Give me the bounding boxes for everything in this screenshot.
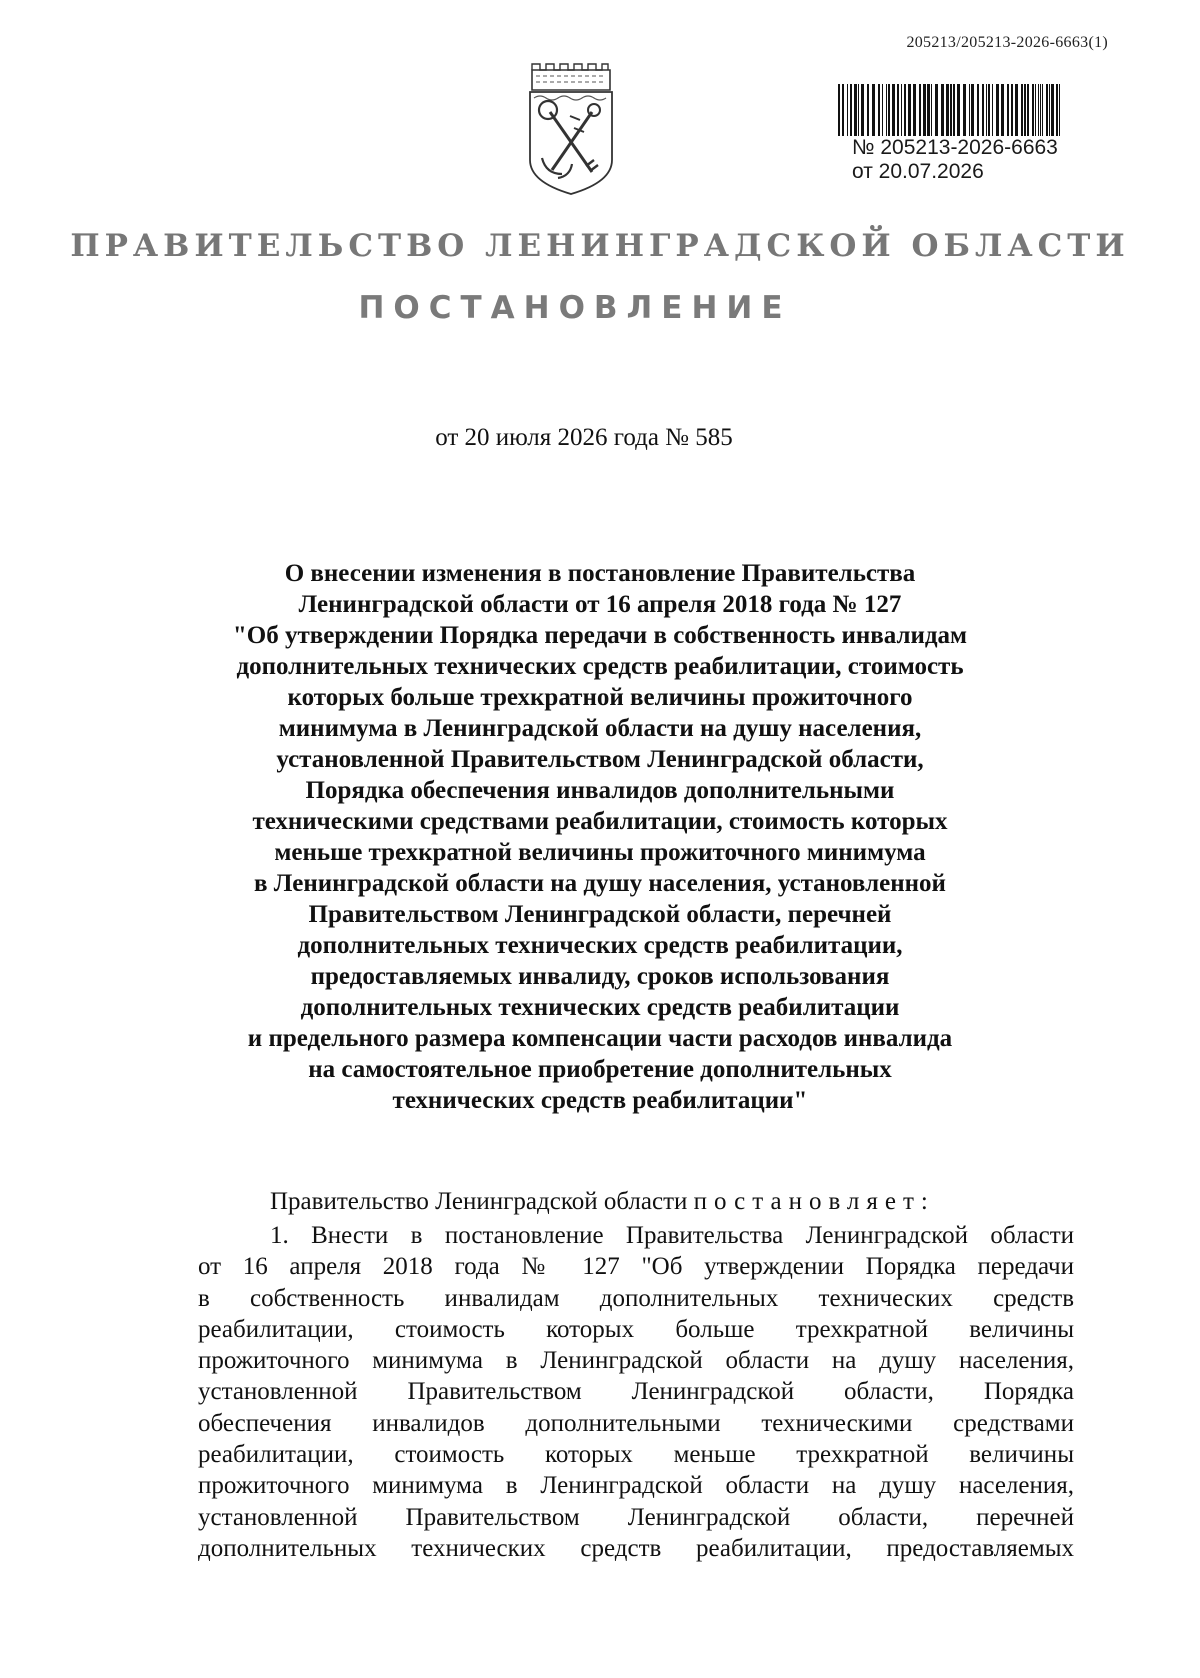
barcode-bar — [897, 84, 899, 136]
barcode-bar — [1032, 84, 1034, 136]
subject-line: дополнительных технических средств реабилитации, — [297, 932, 903, 959]
body-line: прожиточного минимума в Ленинградской области на душу населения, — [198, 1472, 1074, 1500]
barcode-bar — [957, 84, 960, 136]
registration-stamp — [852, 136, 1058, 184]
document-type-heading: ПОСТАНОВЛЕНИЕ — [358, 290, 792, 326]
barcode-bar — [1011, 84, 1013, 136]
barcode-bar — [982, 84, 984, 136]
registration-date: от 20.07.2026 — [852, 160, 984, 183]
preamble-verb: постановляет: — [693, 1188, 935, 1215]
subject-line: минимума в Ленинградской области на душу населения, — [278, 715, 922, 742]
barcode-bar — [882, 84, 883, 136]
body-paragraph — [198, 1220, 1074, 1564]
government-title: ПРАВИТЕЛЬСТВО ЛЕНИНГРАДСКОЙ ОБЛАСТИ — [70, 228, 1130, 264]
barcode-bar — [872, 84, 875, 136]
subject-line: предоставляемых инвалиду, сроков использования — [310, 963, 890, 990]
barcode-bar — [1049, 84, 1050, 136]
body-line: от 16 апреля 2018 года № 127 "Об утверждении Порядка передачи — [198, 1253, 1074, 1281]
barcode-bar — [1056, 84, 1058, 136]
barcode-bar — [1051, 84, 1054, 136]
barcode-bar — [867, 84, 869, 136]
barcode-bar — [888, 84, 890, 136]
subject-line: О внесении изменения в постановление Правительства — [284, 560, 916, 587]
body-line: установленной Правительством Ленинградской области, перечней — [198, 1503, 1074, 1531]
barcode-bar — [908, 84, 911, 136]
barcode-bar — [1040, 84, 1041, 136]
barcode-bar — [953, 84, 955, 136]
barcode-bar — [931, 84, 932, 136]
subject-line: и предельного размера компенсации части расходов инвалида — [247, 1025, 953, 1052]
barcode-bar — [927, 84, 930, 136]
subject-line: на самостоятельное приобретение дополнительных — [308, 1056, 892, 1083]
barcode-bar — [1001, 84, 1004, 136]
subject-line: в Ленинградской области на душу населения, установленной — [254, 870, 946, 897]
subject-line: Ленинградской области от 16 апреля 2018 года № 127 — [298, 591, 902, 618]
barcode-bar — [1024, 84, 1026, 136]
subject-line: технических средств реабилитации" — [392, 1087, 808, 1114]
subject-line: которых больше трехкратной величины прожиточного — [287, 684, 913, 711]
barcode-bar — [858, 84, 859, 136]
subject-line: меньше трехкратной величины прожиточного минимума — [274, 839, 926, 866]
barcode-bar — [946, 84, 949, 136]
barcode-bar — [901, 84, 902, 136]
subject-line: "Об утверждении Порядка передачи в собственность инвалидам — [232, 622, 968, 649]
barcode-bar — [861, 84, 864, 136]
preamble-text: Правительство Ленинградской области — [270, 1188, 694, 1215]
body-line: дополнительных технических средств реабилитации, предоставляемых — [198, 1534, 1074, 1562]
body-line: реабилитации, стоимость которых меньше трехкратной величины — [198, 1441, 1074, 1469]
body-line: 1. Внести в постановление Правительства Ленинградской области — [270, 1222, 1074, 1249]
body-line: установленной Правительством Ленинградской области, Порядка — [198, 1378, 1074, 1406]
document-subject — [200, 558, 1000, 1116]
barcode-bar — [992, 84, 993, 136]
barcode-bar — [919, 84, 921, 136]
barcode-bar — [892, 84, 895, 136]
body-line: обеспечения инвалидов дополнительными техническими средствами — [198, 1409, 1074, 1437]
barcode-bar — [971, 84, 974, 136]
barcode-bar — [904, 84, 906, 136]
subject-line: Порядка обеспечения инвалидов дополнительными — [305, 777, 895, 804]
barcode-bar — [977, 84, 979, 136]
document-date-number: от 20 июля 2026 года № 585 — [435, 424, 733, 451]
barcode-bar — [854, 84, 857, 136]
barcode-bar — [1038, 84, 1039, 136]
coat-of-arms-emblem — [528, 60, 614, 196]
document-id: 205213/205213-2026-6663(1) — [906, 34, 1108, 51]
subject-line: дополнительных технических средств реабилитации, стоимость — [236, 653, 964, 680]
barcode-bar — [950, 84, 952, 136]
body-line: в собственность инвалидам дополнительных технических средств — [198, 1284, 1074, 1312]
barcode-bar — [1059, 84, 1060, 136]
barcode-bar — [847, 84, 848, 136]
subject-line: техническими средствами реабилитации, стоимость которых — [252, 808, 948, 835]
barcode-bar — [988, 84, 990, 136]
barcode-bar — [838, 84, 840, 136]
body-line: реабилитации, стоимость которых больше трехкратной величины — [198, 1315, 1074, 1343]
barcode-bar — [1046, 84, 1048, 136]
barcode-bar — [886, 84, 887, 136]
barcode-bar — [1015, 84, 1018, 136]
barcode-bar — [969, 84, 970, 136]
barcode-bar — [941, 84, 944, 136]
barcode-bar — [923, 84, 926, 136]
subject-line: дополнительных технических средств реабилитации — [300, 994, 900, 1021]
barcode-bar — [1021, 84, 1023, 136]
subject-line: Правительством Ленинградской области, перечней — [308, 901, 892, 928]
barcode-bar — [986, 84, 987, 136]
preamble — [270, 1188, 935, 1216]
barcode-bar — [842, 84, 844, 136]
barcode-bar — [935, 84, 938, 136]
barcode-bar — [850, 84, 852, 136]
barcode-bar — [878, 84, 880, 136]
barcode-bar — [913, 84, 916, 136]
barcode-bar — [963, 84, 966, 136]
body-line: прожиточного минимума в Ленинградской области на душу населения, — [198, 1347, 1074, 1375]
subject-line: установленной Правительством Ленинградской области, — [276, 746, 924, 773]
barcode-bar — [996, 84, 999, 136]
barcode-bar — [1027, 84, 1029, 136]
registration-number: № 205213-2026-6663 — [852, 136, 1058, 159]
barcode-image — [838, 84, 1060, 140]
barcode-bar — [1035, 84, 1036, 136]
barcode-bar — [1007, 84, 1009, 136]
barcode-bar — [1042, 84, 1043, 136]
